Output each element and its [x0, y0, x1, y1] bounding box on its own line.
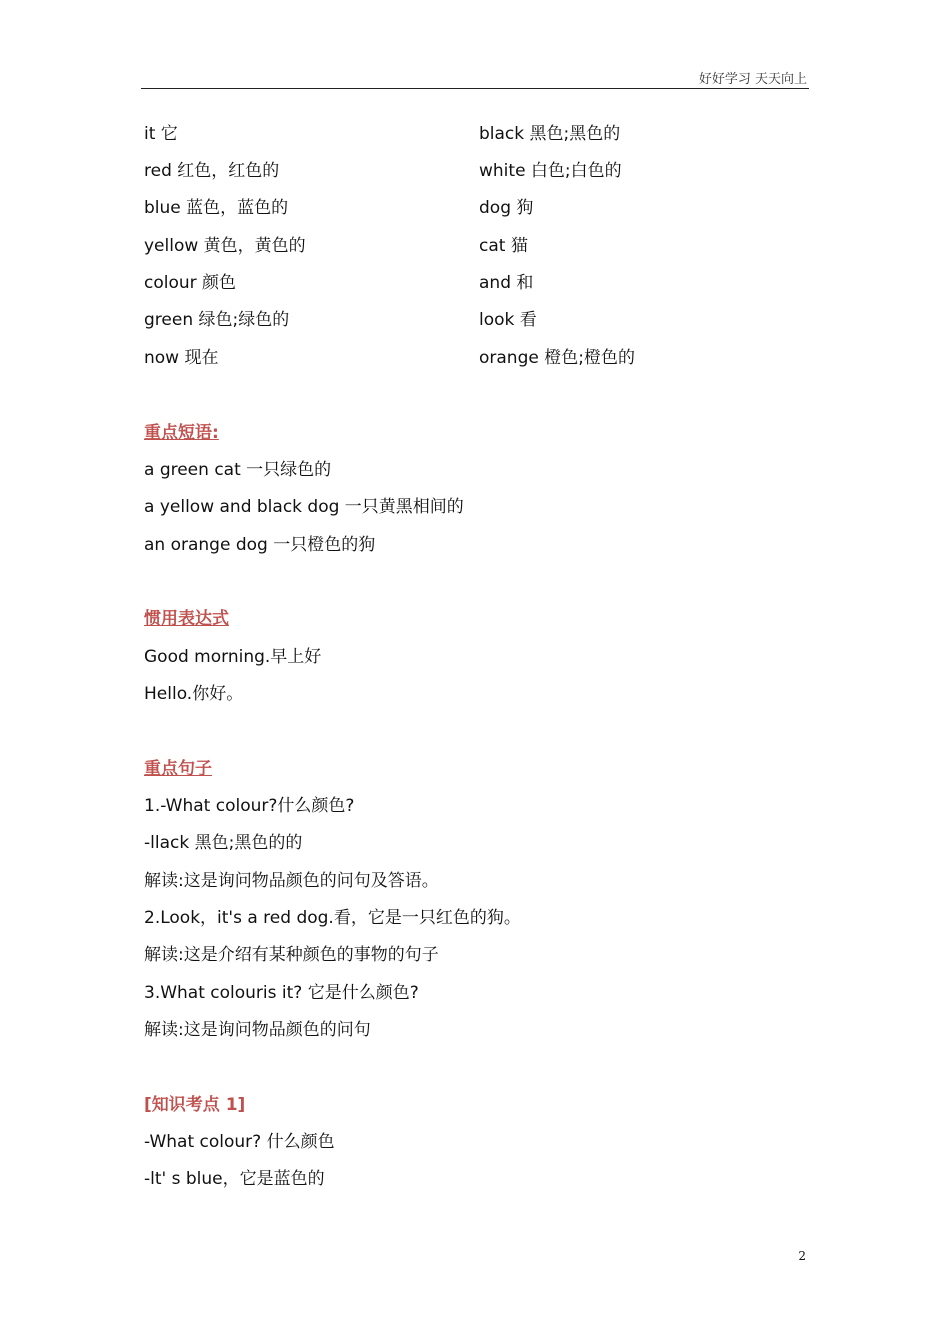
- sentence-item: 解读:这是询问物品颜色的问句: [144, 1020, 371, 1040]
- vocab-item: dog 狗: [479, 198, 534, 218]
- vocab-item: it 它: [144, 124, 178, 144]
- sentence-item: 3.What colouris it? 它是什么颜色?: [144, 983, 419, 1003]
- vocab-item: black 黑色;黑色的: [479, 124, 621, 144]
- vocab-item: cat 猫: [479, 236, 528, 256]
- sentence-item: 1.-What colour?什么颜色?: [144, 796, 355, 816]
- vocab-item: orange 橙色;橙色的: [479, 348, 635, 368]
- sentence-item: 2.Look，it's a red dog.看，它是一只红色的狗。: [144, 908, 521, 928]
- vocab-item: white 白色;白色的: [479, 161, 622, 181]
- page-number: 2: [798, 1249, 806, 1263]
- vocab-item: green 绿色;绿色的: [144, 310, 290, 330]
- header-divider: [141, 88, 809, 89]
- sentence-item: 解读:这是询问物品颜色的问句及答语。: [144, 871, 439, 891]
- knowledge-item: -lt' s blue，它是蓝色的: [144, 1169, 325, 1189]
- expression-item: Good morning.早上好: [144, 647, 322, 667]
- vocab-item: look 看: [479, 310, 537, 330]
- knowledge-heading: [知识考点 1]: [144, 1095, 246, 1115]
- vocab-item: colour 颜色: [144, 273, 237, 293]
- sentence-item: -llack 黑色;黑色的的: [144, 833, 303, 853]
- vocab-item: red 红色，红色的: [144, 161, 280, 181]
- sentences-heading: 重点句子: [144, 759, 212, 779]
- vocab-item: now 现在: [144, 348, 219, 368]
- phrase-item: a green cat 一只绿色的: [144, 460, 332, 480]
- phrase-item: a yellow and black dog 一只黄黑相间的: [144, 497, 464, 517]
- expressions-heading: 惯用表达式: [144, 609, 229, 629]
- vocab-item: and 和: [479, 273, 534, 293]
- expression-item: Hello.你好。: [144, 684, 244, 704]
- page-header: 好好学习 天天向上: [698, 72, 807, 87]
- vocab-item: blue 蓝色，蓝色的: [144, 198, 289, 218]
- phrases-heading: 重点短语:: [144, 423, 219, 443]
- sentence-item: 解读:这是介绍有某种颜色的事物的句子: [144, 945, 439, 965]
- knowledge-item: -What colour? 什么颜色: [144, 1132, 335, 1152]
- phrase-item: an orange dog 一只橙色的狗: [144, 535, 376, 555]
- vocab-item: yellow 黄色，黄色的: [144, 236, 306, 256]
